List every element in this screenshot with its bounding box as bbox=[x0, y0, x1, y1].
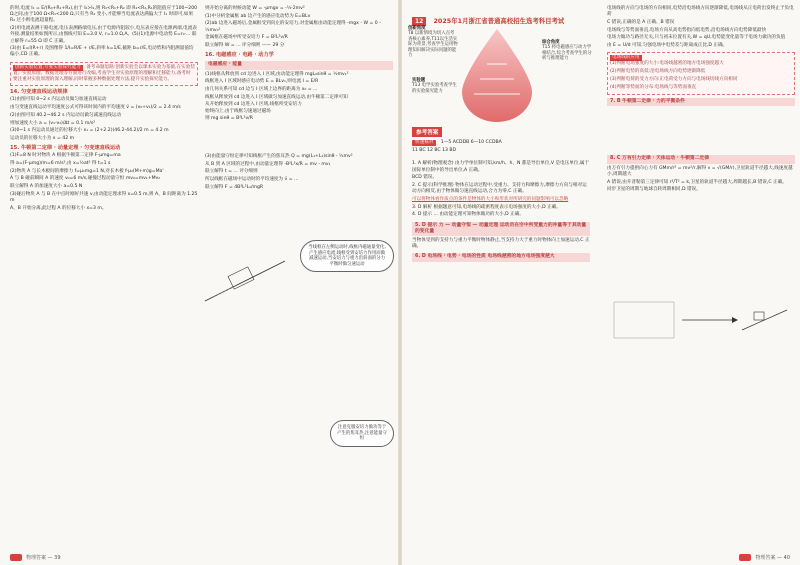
answers-line-1: 1—5 ACDDB 6—10 CCDBA bbox=[440, 140, 502, 145]
section-bar: 7. B 牛顿第二定律 · 力的平衡条件 bbox=[607, 98, 795, 106]
paragraph: 的时,电流 I₁ = E/(R₀+R₁+R₂),由于 I₂>I₁,则 R₁<R₁+R₂ 即 R₁<R₂,R₁的阻值应于100~200 Ω之间,由于100 Ω<R₁<200 Ω,只有当 R₂ 变小,才能够当电流表达满偏大于 I₁ 时即可,如果 R₂ 过小则电流超量程。 bbox=[10, 6, 198, 24]
highlight-note: 可以将物体看作质点的条件是物体的大小和形状对所研究的问题影响可以忽略 bbox=[412, 196, 569, 202]
answers-line bbox=[412, 140, 590, 146]
list-item: (1)判断电场强度的大小:电场线越密的地方电场强度越大 bbox=[610, 61, 724, 67]
comprehensive-text: T15 将电磁感应与动力学相结合,综合考查学生的分析与推理能力 bbox=[542, 45, 592, 62]
paragraph: (3)碰后物块 A 与 B 在中点时刚好共速 v,由动能定理求得 x=0.5 m,则 A、B 间距离为 1.25 m bbox=[10, 191, 198, 204]
paragraph: 2. C 提示(科学推理) 物体在运动过程中,受重力、支持力和摩擦力,摩擦力方向与相对运动方向相反,由于物体做匀速直线运动,合力为零,C 正确。 bbox=[412, 183, 587, 195]
page-footer bbox=[10, 554, 61, 561]
paragraph: 线框进入 I 区域时感应电动势 E = BLv₁,则电流 I = E/R bbox=[205, 79, 319, 85]
diagram-figure bbox=[200, 246, 290, 306]
paragraph: 联立解得 A 的加速度大小 a=0.5 N bbox=[10, 184, 83, 190]
left-column-2 bbox=[205, 6, 393, 193]
exam-number: 12 bbox=[412, 17, 426, 26]
note-cloud: 当线框在左侧运动时,线框内磁通量变化,产生感应电流,线框受到安培力作用而做减速运动,当安培力与重力沿斜面的分力平衡时做匀速运动 bbox=[300, 240, 394, 272]
paragraph: 3. D 解析 根据题意可知,电场线的疏密程度表示电场强度的大小,D 正确。 bbox=[412, 204, 561, 210]
paragraph: (1)F=8 N 时对物块 A 根据牛顿第二定律 F-μmg=ma bbox=[10, 153, 121, 159]
list-item: (2)判断电势的高低:沿电场线方向电势逐渐降低 bbox=[610, 69, 706, 75]
paragraph: 从 B 到 A 区域的过程中,由动量定理得 -B²L²x/R = mv - mv₁ bbox=[205, 161, 331, 167]
left-page bbox=[0, 0, 398, 565]
question-heading: 14. 匀变速直线运动规律 bbox=[10, 89, 68, 96]
paragraph: (2)ab 边进入磁场后,金属框受到向左的安培力,对金属框由动能定理得 -mgx - W = 0 - ½mv₀² bbox=[205, 21, 381, 33]
right-page bbox=[402, 0, 800, 565]
paragraph: 同步卫星的周期与地球自转周期相同,D 错误。 bbox=[607, 187, 701, 193]
paragraph: (2)由图可知 40.2~46.2 s 内运动员做匀减速直线运动 bbox=[10, 112, 122, 118]
paragraph: 得 a=(F-μmg)/m=6 m/s²,由 x=½at² 得 t=1 s bbox=[10, 161, 111, 167]
paragraph: C 错误,正确的是 A 正确、B 错误 bbox=[607, 19, 675, 25]
experiment-label bbox=[412, 78, 458, 94]
paragraph: BCD 错误。 bbox=[412, 175, 438, 181]
list-item: (4)判断等势面的分布:电场线与等势面垂直 bbox=[610, 84, 697, 90]
paragraph: 则 mg sinθ = B²L²v/R bbox=[205, 116, 253, 122]
paragraph: (2)用电流表测干路电流,电压表测路端电压,由于电源内阻较小,电压表应接在电源两端,电流表外接,测量结果如图所示,由图线可知 E=3.0 V, r=1.0 Ω,A。(5)(1)电源中电动势 E=r₀·... 联立解得 r=55 Ω 即 C 正确。 bbox=[10, 26, 197, 44]
note-cloud: 注意克服安培力做功等于产生的焦耳热,注意能量守恒 bbox=[330, 420, 394, 447]
tip-box bbox=[10, 62, 198, 87]
paragraph: 当物体受到的支持力与重力平衡时物体静止,当支持力大于重力时物体向上加速运动,C 正确。 bbox=[412, 237, 590, 250]
paragraph: 电场线与等势面垂直,电场方向从高电势指向低电势,沿电场线方向电势降低最快 bbox=[607, 27, 767, 33]
exam-title: 2025年1月浙江省普通高校招生选考科目考试 bbox=[433, 17, 565, 25]
tip-title: 创新实验装置,夸张实验探究能力 bbox=[15, 64, 81, 70]
paragraph: (3)由能量守恒定律可知线框产生的焦耳热 Q = mg(L₁+L₂)sinθ - ½mv² bbox=[205, 154, 353, 160]
analysis-drop-graphic bbox=[442, 24, 552, 124]
right-column-1 bbox=[412, 140, 590, 264]
paragraph: 由万有引力提供向心力有 GMm/r² = mv²/r,解得 v = √(GM/r),卫星轨道半径越大,线速度越小,周期越大 bbox=[607, 165, 793, 177]
paragraph: 1. A 解析(物理观念) 由力学单位制可知,km/h、h、N 都是导出单位,V 是电压单位,属于国际单位制中的导出单位,A 正确。 bbox=[412, 161, 590, 173]
question-heading: 16. 电磁感应 · 电路 · 动力学 bbox=[205, 52, 274, 59]
paragraph: 由 E = U/d 可知,匀强电场中电势差与距离成正比,D 正确。 bbox=[607, 43, 728, 49]
exam-header bbox=[412, 8, 590, 25]
tip-box bbox=[607, 52, 795, 95]
section-bar: 电磁感应 · 能量 bbox=[205, 61, 393, 69]
paragraph: (2)物块 A 与长木板间的摩擦力 f=μ₁mg=1 N,对长木板 f-μ₂(M+m)g=Ma' bbox=[10, 168, 164, 174]
paragraph: 电场线的方向与电场的方向相同,电势沿电场线方向逐渐降低,电场线从正电荷出发终止于负电荷 bbox=[607, 6, 794, 18]
paragraph: 联立解得 F = 4B²L²L₁/mgR bbox=[205, 184, 264, 190]
paragraph: A 与 B 碰前瞬间 A 的速度 v₀=6 m/s,碰撞过程动量守恒 mv₀=mv₁+Mv₂ bbox=[10, 176, 161, 182]
section-bar: 8. C 万有引力定律 · 天体运动 · 牛顿第二定律 bbox=[607, 155, 795, 163]
publisher-logo bbox=[739, 554, 751, 561]
paragraph: 4. D 提示 ... 由动能定理可知物体做功的大小,D 正确。 bbox=[412, 212, 524, 218]
tip-title: 电场线的应用 bbox=[612, 55, 640, 61]
answers-line-2: 11 BC 12 BC 13 BD bbox=[412, 147, 457, 153]
left-column-1 bbox=[10, 6, 198, 213]
innovation-label bbox=[408, 26, 458, 58]
page-footer bbox=[739, 554, 790, 561]
page-number: 物理答案 — 39 bbox=[26, 555, 61, 561]
paragraph: 由匀变速直线运动平均速度公式可得该时间内的平均速度 v̄ = (v₀+v₁)/2 = 2.4 m/s bbox=[10, 105, 181, 111]
paragraph: 联立解得 W = ... 评分细则 —— 29 分 bbox=[205, 43, 285, 49]
experiment-text: T13 电学实验考查学生的实验探究能力 bbox=[412, 83, 457, 94]
paragraph: (3)0~1 s 内运动员通过的位移大小 x₁ = (2+2.2)(46.2-44.2)/2 m = 4.2 m bbox=[10, 128, 169, 134]
paragraph: (3)由 E=I(R+r) 及图像得 1/I=R/E + r/E,斜率 k=1/E,截距 b=r/E,电动势和内阻测量值均偏小,CD 正确。 bbox=[10, 46, 194, 58]
innovation-text: T8 以新情境为切入点考查核心素养,T11以生活实际为背景,考查学生运用物理知识解决实际问题的能力 bbox=[408, 31, 458, 59]
comprehensive-title: 综合角度 bbox=[542, 40, 560, 45]
paragraph: 电场力做功与路径无关,只与初末位置有关,W = qU,电势能变化量等于电场力做功的负值 bbox=[607, 35, 786, 41]
paragraph: (1)由图可知 0~2 s 内运动员做匀加速直线运动 bbox=[10, 97, 107, 103]
force-diagram bbox=[612, 300, 792, 342]
section-bar: 6. D 电场线 · 电势 · 电场的性质 电场线越密的地方电场强度越大 bbox=[412, 253, 590, 261]
answer-section-bar: 参考答案 bbox=[412, 127, 442, 137]
list-item: (3)判断电荷的受力方向:正电荷受力方向与电场线切线方向相同 bbox=[610, 76, 738, 82]
paragraph: 运动员的位移大小为 x = 42 m bbox=[10, 135, 75, 141]
paragraph: (1)中分析金属框 ab 边产生的感应电动势为 E=BLv bbox=[205, 13, 311, 19]
paragraph: A、B 开始分离,此过程 A 的位移大小 x=3 m。 bbox=[10, 205, 107, 211]
experiment-title: 实验题 bbox=[412, 78, 426, 83]
paragraph: 金属框在磁场中所受安培力 F = B²L²v/R bbox=[205, 35, 288, 41]
section-bar: 5. D 提示 力 — 动量守恒 — 动量定理 运动员在空中所受重力的冲量等于其动量的变化量 bbox=[412, 222, 590, 236]
quick-check-tag: 快速核对 bbox=[412, 140, 436, 146]
paragraph: 则加速度大小 a = (v₁-v₂)/Δt = 0.1 m/s² bbox=[10, 120, 96, 126]
paragraph: 从开始释放到 cd 边进入 I 区域,线框所受安培力始终向上,由于线框匀速通过磁场 bbox=[205, 102, 302, 114]
publisher-logo bbox=[10, 554, 22, 561]
paragraph: (1)线框从释放到 cd 边进入 I 区域,由动能定理得 mgL₀sinθ = ½mv₁² bbox=[205, 71, 349, 77]
right-column-2 bbox=[607, 6, 795, 195]
paragraph: 由几何关系可知 cd 边与 I 区域上边界的距离为 x₀ = ... bbox=[205, 87, 318, 93]
innovation-title: 创新角度 bbox=[408, 26, 426, 31]
paragraph: 联立解得 t = ... 评分细则 bbox=[205, 169, 258, 175]
paragraph: A 错误,由开普勒第三定律可知 r³/T² = k,卫星的轨道半径越大,周期越长,B 错误,C 正确。 bbox=[607, 179, 787, 185]
question-heading: 15. 牛顿第二定律 · 动量定理 · 匀变速直线运动 bbox=[10, 145, 121, 152]
comprehensive-label bbox=[542, 40, 594, 62]
paragraph: 所以线框在磁场中运动时的平均速度为 v̄ = ... bbox=[205, 177, 299, 183]
paragraph: 则开始分离的时候动能 W = -μmgx = -½·2mv² bbox=[205, 6, 305, 11]
paragraph: 线框从释放到 cd 边进入 I 区域做匀加速直线运动,由牛顿第二定律可知 bbox=[205, 94, 348, 100]
tip-text: 备考命题思路:创新实验会以课本实验为基础,在实验装置、实验原理、数据处理等方面进行改编,考查学生对实验原理的理解和迁移能力,备考时要注重对实验原理的深入理解,同时掌握多种数据处理方法,提升实验探究能力。 bbox=[13, 64, 195, 83]
page-number: 物理答案 — 40 bbox=[755, 555, 790, 561]
